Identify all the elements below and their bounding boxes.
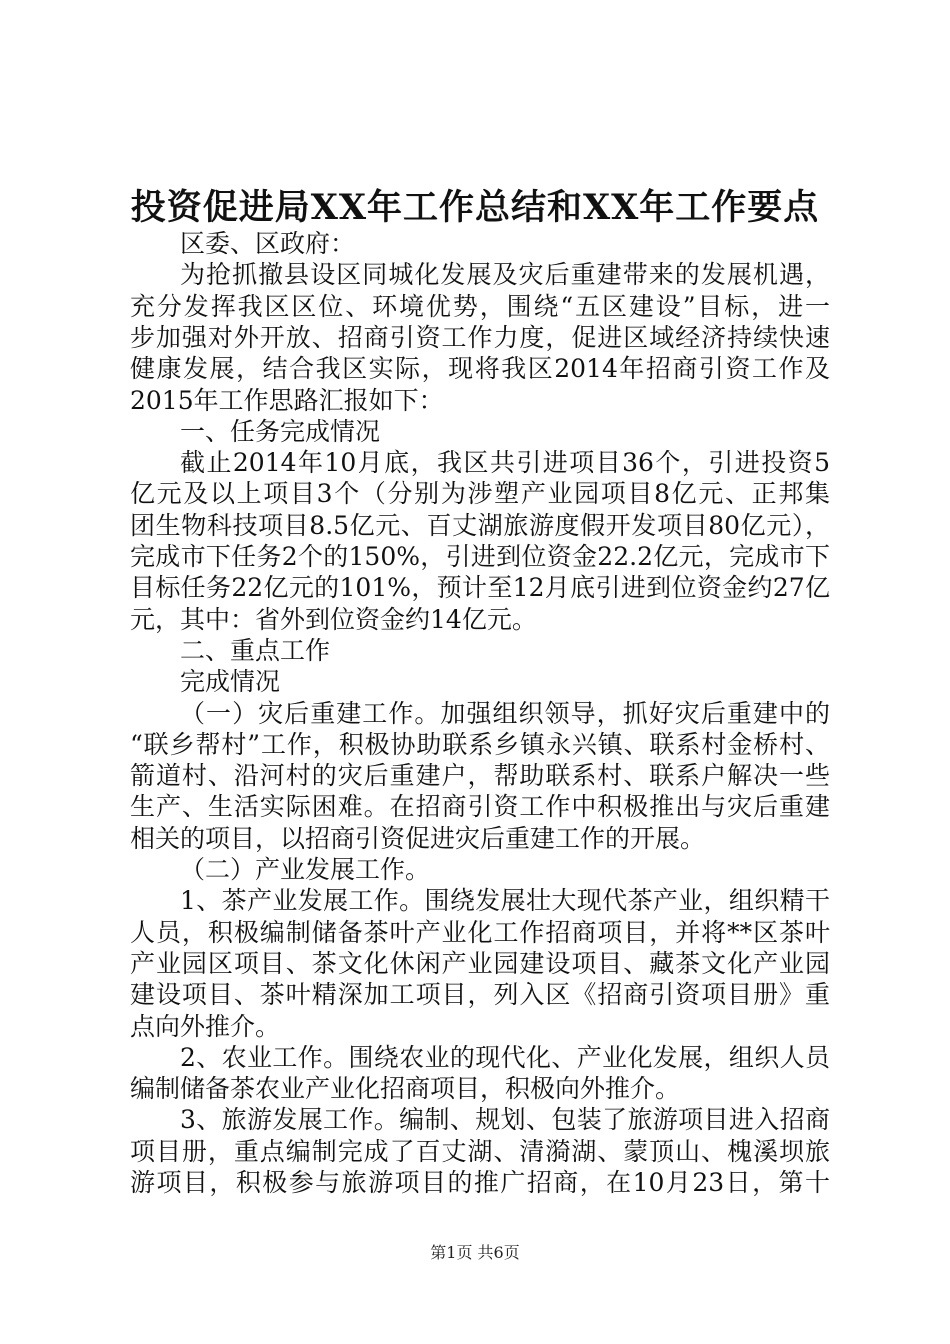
body-line: 元，其中：省外到位资金约14亿元。: [130, 604, 537, 634]
body-line: 为抢抓撤县设区同城化发展及灾后重建带来的发展机遇，: [180, 260, 830, 290]
body-line: 人员，积极编制储备茶叶产业化工作招商项目，并将**区茶叶: [130, 917, 830, 947]
body-line: 3、旅游发展工作。编制、规划、包装了旅游项目进入招商: [180, 1105, 830, 1135]
body-line: （一）灾后重建工作。加强组织领导，抓好灾后重建中的: [180, 698, 830, 728]
document-title: 投资促进局XX年工作总结和XX年工作要点: [130, 187, 820, 228]
body-line: 1、茶产业发展工作。围绕发展壮大现代茶产业，组织精干: [180, 886, 830, 916]
body-line: 产业园区项目、茶文化休闲产业园建设项目、藏茶文化产业园: [130, 948, 830, 978]
body-line: 项目册，重点编制完成了百丈湖、清漪湖、蒙顶山、槐溪坝旅: [130, 1136, 830, 1166]
body-line: 区委、区政府：: [180, 229, 356, 258]
page-footer: 第1页 共6页: [430, 1243, 520, 1262]
body-line: 2015年工作思路汇报如下：: [130, 385, 444, 415]
body-line: 截止2014年10月底，我区共引进项目36个，引进投资5: [180, 448, 830, 478]
body-line: “联乡帮村”工作，积极协助联系乡镇永兴镇、联系村金桥村、: [130, 729, 830, 759]
body-line: 完成情况: [180, 667, 281, 697]
body-line: 二、重点工作: [180, 635, 331, 665]
body-line: 相关的项目，以招商引资促进灾后重建工作的开展。: [130, 823, 706, 853]
body-line: 游项目，积极参与旅游项目的推广招商，在10月23日，第十: [130, 1168, 830, 1197]
body-line: 健康发展，结合我区实际，现将我区2014年招商引资工作及: [130, 354, 830, 384]
body-line: 步加强对外开放、招商引资工作力度，促进区域经济持续快速: [130, 322, 830, 352]
body-line: 充分发挥我区区位、环境优势，围绕“五区建设”目标，进一: [130, 291, 830, 321]
body-line: 完成市下任务2个的150%，引进到位资金22.2亿元，完成市下: [130, 542, 830, 571]
body-line: 亿元及以上项目3个（分别为涉塑产业园项目8亿元、正邦集: [130, 479, 830, 509]
body-line: 箭道村、沿河村的灾后重建户，帮助联系村、联系户解决一些: [130, 761, 830, 791]
body-line: 点向外推介。: [130, 1011, 281, 1041]
body-line: 目标任务22亿元的101%，预计至12月底引进到位资金约27亿: [130, 573, 830, 603]
body-line: 生产、生活实际困难。在招商引资工作中积极推出与灾后重建: [130, 792, 830, 822]
body-line: （二）产业发展工作。: [180, 855, 431, 884]
body-line: 团生物科技项目8.5亿元、百丈湖旅游度假开发项目80亿元），: [130, 510, 830, 540]
body-line: 2、农业工作。围绕农业的现代化、产业化发展，组织人员: [180, 1042, 830, 1072]
body-line: 编制储备茶农业产业化招商项目，积极向外推介。: [130, 1074, 681, 1104]
body-line: 建设项目、茶叶精深加工项目，列入区《招商引资项目册》重: [130, 980, 830, 1010]
body-line: 一、任务完成情况: [180, 416, 381, 446]
